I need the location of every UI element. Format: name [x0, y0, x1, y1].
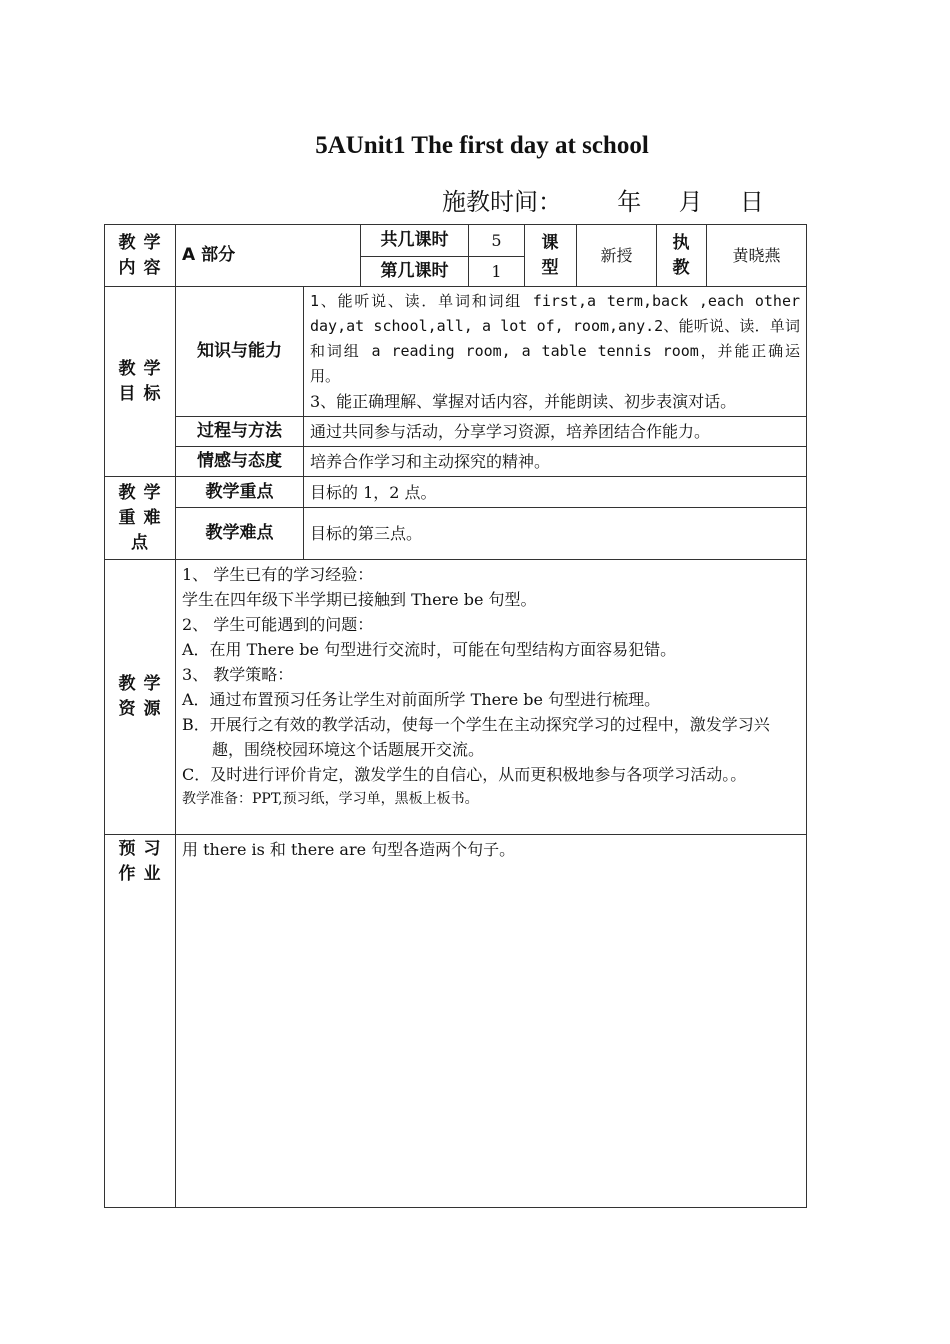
- teaching-date-line: [442, 182, 764, 217]
- focus-label: 教 学 重 难 点: [105, 477, 176, 560]
- key-point-text: 目标的 1，2 点。: [304, 477, 807, 508]
- resources-line-2: 学生在四年级下半学期已接触到 There be 句型。: [182, 590, 537, 609]
- date-label: 施教时间：: [442, 188, 562, 216]
- date-day: 日: [739, 188, 764, 216]
- knowledge-text-2: 3、能正确理解、掌握对话内容，并能朗读、初步表演对话。: [310, 392, 737, 411]
- lesson-plan-table: [104, 224, 807, 1208]
- resources-text: [176, 560, 807, 835]
- knowledge-label: 知识与能力: [176, 287, 304, 417]
- resources-line-8: C．及时进行评价肯定，激发学生的自信心，从而更积极地参与各项学习活动。。: [182, 765, 747, 784]
- key-point-label: 教学重点: [176, 477, 304, 508]
- total-lessons-label: 共几课时: [361, 225, 469, 257]
- process-text: 通过共同参与活动，分享学习资源，培养团结合作能力。: [304, 417, 807, 447]
- resources-line-4: A．在用 There be 句型进行交流时，可能在句型结构方面容易犯错。: [182, 640, 677, 659]
- content-value: A 部分: [176, 225, 361, 287]
- lesson-type-label: 课 型: [525, 225, 577, 287]
- teacher-label: 执 教: [657, 225, 707, 287]
- knowledge-text-1: 1、能听说、读．单词和词组 first,a term,back ,each other day,at school,all, a lot of, room,any.2、能听说、读．单词和词组 a reading room, a table tennis room，并能正确运用。: [310, 292, 801, 385]
- knowledge-text: [304, 287, 807, 417]
- content-label: 教 学 内 容: [105, 225, 176, 287]
- goals-label: 教 学 目 标: [105, 287, 176, 477]
- homework-text: 用 there is 和 there are 句型各造两个句子。: [176, 835, 807, 1208]
- teacher-value: 黄晓燕: [707, 225, 807, 287]
- date-year: 年: [617, 188, 642, 216]
- emotion-label: 情感与态度: [176, 447, 304, 477]
- resources-label: 教 学 资 源: [105, 560, 176, 835]
- nth-lesson-value: 1: [469, 257, 525, 287]
- lesson-type-value: 新授: [577, 225, 657, 287]
- resources-line-7: B．开展行之有效的教学活动，使每一个学生在主动探究学习的过程中，激发学习兴趣，围绕校园环境这个话题展开交流。: [182, 715, 770, 759]
- resources-line-1: 1、 学生已有的学习经验：: [182, 565, 374, 584]
- difficulty-text: 目标的第三点。: [304, 508, 807, 560]
- total-lessons-value: 5: [469, 225, 525, 257]
- emotion-text: 培养合作学习和主动探究的精神。: [304, 447, 807, 477]
- date-month: 月: [678, 188, 703, 216]
- resources-line-3: 2、 学生可能遇到的问题：: [182, 615, 374, 634]
- resources-line-5: 3、 教学策略：: [182, 665, 294, 684]
- nth-lesson-label: 第几课时: [361, 257, 469, 287]
- resources-prep: 教学准备：PPT,预习纸，学习单，黑板上板书。: [182, 791, 479, 807]
- process-label: 过程与方法: [176, 417, 304, 447]
- homework-label: 预 习 作 业: [105, 835, 176, 1208]
- difficulty-label: 教学难点: [176, 508, 304, 560]
- page-title: 5AUnit1 The first day at school: [315, 132, 649, 159]
- resources-line-6: A．通过布置预习任务让学生对前面所学 There be 句型进行梳理。: [182, 690, 661, 709]
